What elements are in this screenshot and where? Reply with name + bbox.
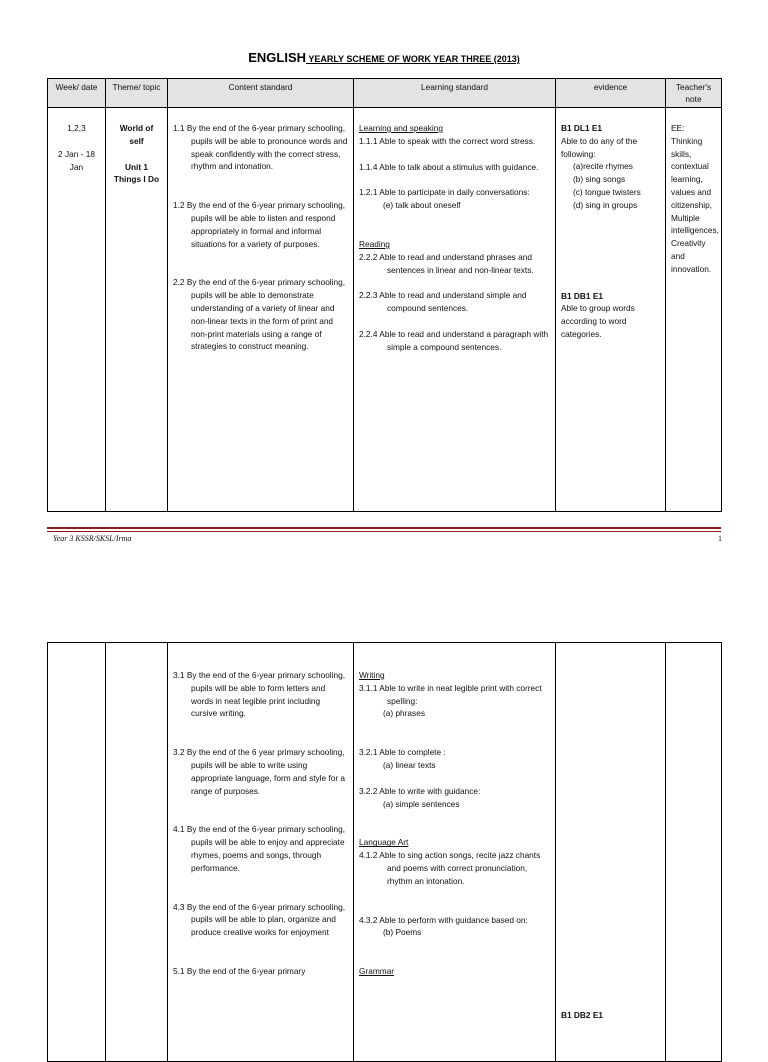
- week-cell: [48, 108, 106, 512]
- evidence-cell: [556, 108, 666, 512]
- heading-reading: Reading: [359, 238, 390, 249]
- learning-standard-1-2-1: 1.2.1 Able to participate in daily conversations:: [359, 187, 530, 198]
- week-cell: [48, 643, 106, 1062]
- content-standard-1-1: 1.1 By the end of the 6-year primary schooling, pupils will be able to pronounce words and speak confidently with the correct stress, rhythm and intonation.: [173, 123, 348, 172]
- evidence-item: (c) tongue twisters: [573, 186, 641, 197]
- footer-label: Year 3 KSSR/SKSL/Irma: [53, 534, 132, 543]
- learning-cell: [354, 643, 556, 1062]
- learning-standard-4-1-2: 4.1.2 Able to sing action songs, recite jazz chants and poems with correct pronunciation, rhythm an intonation.: [359, 850, 541, 886]
- heading-grammar: Grammar: [359, 966, 395, 977]
- evidence-intro-1: Able to do any of the following:: [561, 135, 638, 159]
- theme-cell: [106, 108, 168, 512]
- content-standard-2-2: 2.2 By the end of the 6-year primary schooling, pupils will be able to demonstrate understanding of a variety of linear and non-linear texts in the form of print and non-print materials using a range of strategies to construct meaning.: [173, 277, 346, 352]
- header-theme: Theme/ topic: [106, 79, 168, 108]
- content-cell: [168, 643, 354, 1062]
- heading-writing: Writing: [359, 670, 385, 680]
- title-main: ENGLISH: [248, 50, 307, 65]
- header-week: Week/ date: [48, 79, 106, 108]
- unit-name: Unit 1 Things I Do: [113, 161, 160, 185]
- teacher-note: EE: Thinking skills, contextual learning, values and citizenship, Multiple intelligences, Creativity and innovation.: [671, 123, 719, 274]
- content-standard-4-3: 4.3 By the end of the 6-year primary schooling, pupils will be able to plan, organize and produce creative works for enjoyment: [173, 901, 346, 938]
- heading-listening-speaking: Learning and speaking: [359, 123, 443, 133]
- learning-standard-4-3-2: 4.3.2 Able to perform with guidance based on:: [359, 914, 528, 925]
- learning-standard-3-2-2-a: (a) simple sentences: [383, 798, 460, 809]
- learning-standard-2-2-3: 2.2.3 Able to read and understand simple and compound sentences.: [359, 290, 527, 314]
- content-cell: [168, 108, 354, 512]
- header-learning: Learning standard: [354, 79, 556, 108]
- learning-standard-3-2-2: 3.2.2 Able to write with guidance:: [359, 785, 481, 796]
- learning-standard-1-2-1-e: (e) talk about oneself: [383, 200, 461, 211]
- header-note: Teacher's note: [666, 79, 722, 108]
- evidence-cell: [556, 643, 666, 1062]
- scheme-table-page1: [47, 78, 722, 512]
- learning-standard-2-2-2: 2.2.2 Able to read and understand phrases and sentences in linear and non-linear texts.: [359, 251, 534, 275]
- week-number: 1,2,3: [67, 123, 86, 133]
- learning-standard-1-1-1: 1.1.1 Able to speak with the correct word stress.: [359, 135, 536, 146]
- evidence-code-1: B1 DL1 E1: [561, 123, 603, 133]
- scheme-table-page2: [47, 642, 722, 1062]
- header-evidence: evidence: [556, 79, 666, 108]
- evidence-item: (d) sing in groups: [573, 199, 638, 210]
- learning-standard-4-3-2-b: (b) Poems: [383, 927, 422, 938]
- theme-name: World of self: [119, 123, 154, 146]
- content-standard-3-2: 3.2 By the end of the 6 year primary schooling, pupils will be able to write using appropriate language, form and style for a range of purposes.: [173, 747, 346, 796]
- page-number: 1: [718, 534, 722, 543]
- table-row: [48, 643, 722, 1062]
- week-date: 2 Jan - 18 Jan: [58, 148, 95, 172]
- header-row: [48, 79, 722, 108]
- teacher-note-cell: [666, 643, 722, 1062]
- learning-standard-1-1-4: 1.1.4 Able to talk about a stimulus with guidance.: [359, 161, 539, 172]
- learning-standard-3-2-1-a: (a) linear texts: [383, 759, 436, 770]
- evidence-item: (b) sing songs: [573, 174, 626, 185]
- title-sub: YEARLY SCHEME OF WORK YEAR THREE (2013): [306, 54, 520, 64]
- evidence-code: B1 DB2 E1: [561, 1010, 603, 1020]
- theme-cell: [106, 643, 168, 1062]
- learning-standard-3-2-1: 3.2.1 Able to complete :: [359, 747, 446, 758]
- learning-standard-2-2-4: 2.2.4 Able to read and understand a paragraph with simple a compound sentences.: [359, 328, 549, 352]
- header-content: Content standard: [168, 79, 354, 108]
- learning-cell: [354, 108, 556, 512]
- evidence-item: (a)recite rhymes: [573, 161, 633, 172]
- content-standard-1-2: 1.2 By the end of the 6-year primary schooling, pupils will be able to listen and respond appropriately in formal and informal situations for a variety of purposes.: [173, 200, 346, 249]
- footer-rule: [47, 531, 721, 532]
- learning-standard-3-1-1: 3.1.1 Able to write in neat legible print with correct spelling:: [359, 682, 542, 706]
- learning-standard-3-1-1-a: (a) phrases: [383, 708, 425, 719]
- teacher-note-cell: [666, 108, 722, 512]
- content-standard-4-1: 4.1 By the end of the 6-year primary schooling, pupils will be able to enjoy and appreciate rhymes, poems and songs, through performance.: [173, 824, 346, 873]
- content-standard-5-1: 5.1 By the end of the 6-year primary: [173, 965, 306, 976]
- evidence-intro-2: Able to group words according to word categories.: [561, 303, 635, 339]
- table-row: [48, 108, 722, 512]
- document-title: [0, 50, 768, 65]
- evidence-code-2: B1 DB1 E1: [561, 290, 603, 301]
- footer-rule: [47, 527, 721, 529]
- heading-language-art: Language Art: [359, 837, 409, 848]
- content-standard-3-1: 3.1 By the end of the 6-year primary schooling, pupils will be able to form letters and words in neat legible print including cursive writing.: [173, 670, 346, 719]
